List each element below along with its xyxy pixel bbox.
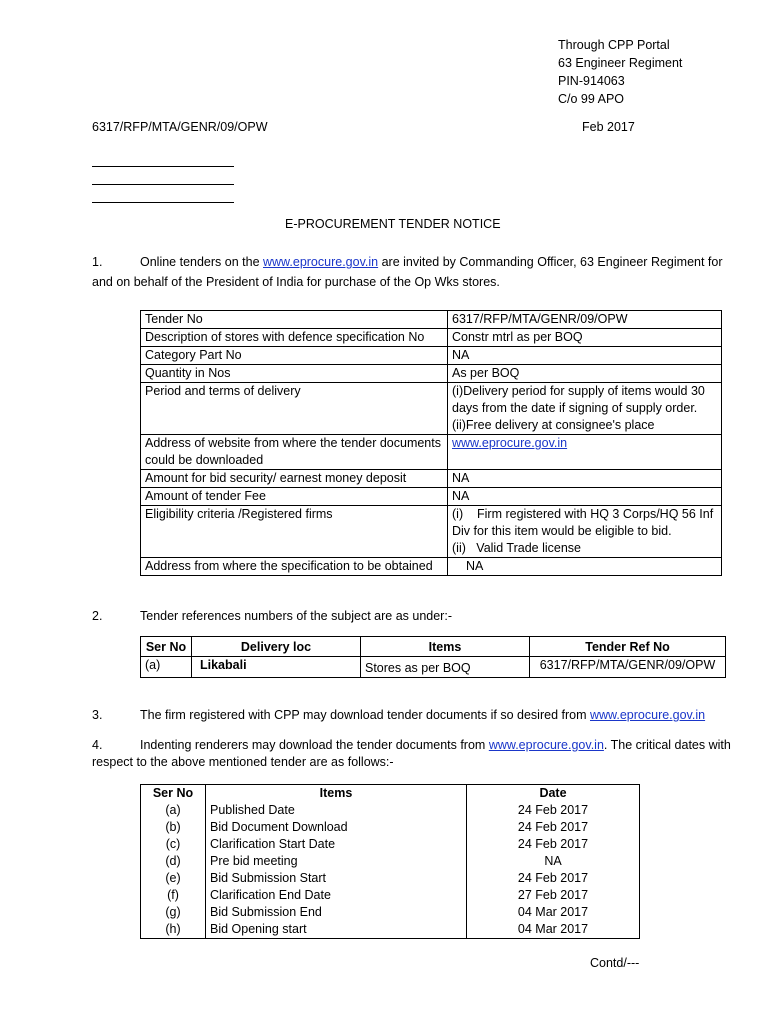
addressee-line-3 (92, 202, 234, 203)
eprocure-link[interactable]: www.eprocure.gov.in (589, 708, 706, 722)
addressee-line-2 (92, 184, 234, 185)
table-row: Quantity in Nos As per BOQ (141, 365, 722, 383)
critical-dates-table (140, 784, 640, 939)
address-line-4: C/o 99 APO (558, 92, 625, 106)
address-line-2: 63 Engineer Regiment (558, 56, 683, 70)
sender-address (558, 36, 682, 108)
table-row: (a) Published Date 24 Feb 2017 (141, 802, 640, 819)
addressee-line-1 (92, 166, 234, 167)
paragraph-4: 4. Indenting renderers may download the tender documents from www.eprocure.gov.in. The critical dates with respect to the above mentioned tender are as follows:- (92, 738, 731, 769)
table-row: (c) Clarification Start Date 24 Feb 2017 (141, 836, 640, 853)
paragraph-3: 3. The firm registered with CPP may download tender documents if so desired from www.eprocure.gov.in (92, 708, 706, 722)
table-header-row: Ser No Delivery loc Items Tender Ref No (141, 637, 726, 657)
paragraph-1: 1. Online tenders on the www.eprocure.gov.in are invited by Commanding Officer, 63 Engineer Regiment for and on behalf of the President of India for purchase of the Op Wks stores. (92, 252, 732, 292)
table-row: Amount for bid security/ earnest money deposit NA (141, 470, 722, 488)
table-row: (d) Pre bid meeting NA (141, 853, 640, 870)
notice-title: E-PROCUREMENT TENDER NOTICE (285, 217, 501, 231)
tender-reference-table (140, 636, 726, 678)
tender-details-table (140, 310, 722, 576)
table-row: Amount of tender Fee NA (141, 488, 722, 506)
reference-number: 6317/RFP/MTA/GENR/09/OPW (92, 120, 268, 134)
address-line-1: Through CPP Portal (558, 38, 670, 52)
table-row: (f) Clarification End Date 27 Feb 2017 (141, 887, 640, 904)
table-row: (b) Bid Document Download 24 Feb 2017 (141, 819, 640, 836)
table-row: (h) Bid Opening start 04 Mar 2017 (141, 921, 640, 939)
table-row: (e) Bid Submission Start 24 Feb 2017 (141, 870, 640, 887)
table-row: (g) Bid Submission End 04 Mar 2017 (141, 904, 640, 921)
eprocure-link[interactable]: www.eprocure.gov.in (488, 738, 604, 752)
table-row: Period and terms of delivery (i)Delivery period for supply of items would 30 days from the date if signing of supply order. (ii)Free delivery at consignee's place (141, 383, 722, 435)
paragraph-2: 2. Tender references numbers of the subject are as under:- (92, 609, 452, 623)
table-row: Address of website from where the tender documents could be downloaded www.eprocure.gov.in (141, 435, 722, 470)
para-number: 1. (92, 255, 103, 269)
table-row: Address from where the specification to be obtained NA (141, 558, 722, 576)
website-link[interactable]: www.eprocure.gov.in (452, 436, 568, 450)
eprocure-link[interactable]: www.eprocure.gov.in (263, 255, 379, 269)
table-row: (a) Likabali Stores as per BOQ 6317/RFP/MTA/GENR/09/OPW (141, 657, 726, 678)
table-row: Eligibility criteria /Registered firms (i) Firm registered with HQ 3 Corps/HQ 56 Inf Div for this item would be eligible to bid. (ii) Valid Trade license (141, 506, 722, 558)
table-row: Description of stores with defence specification No Constr mtrl as per BOQ (141, 329, 722, 347)
table-header-row: Ser No Items Date (141, 785, 640, 803)
table-row: Category Part No NA (141, 347, 722, 365)
continued-marker: Contd/--- (590, 956, 640, 970)
address-line-3: PIN-914063 (558, 74, 625, 88)
letter-date: Feb 2017 (582, 120, 635, 134)
table-row: Tender No 6317/RFP/MTA/GENR/09/OPW (141, 311, 722, 329)
